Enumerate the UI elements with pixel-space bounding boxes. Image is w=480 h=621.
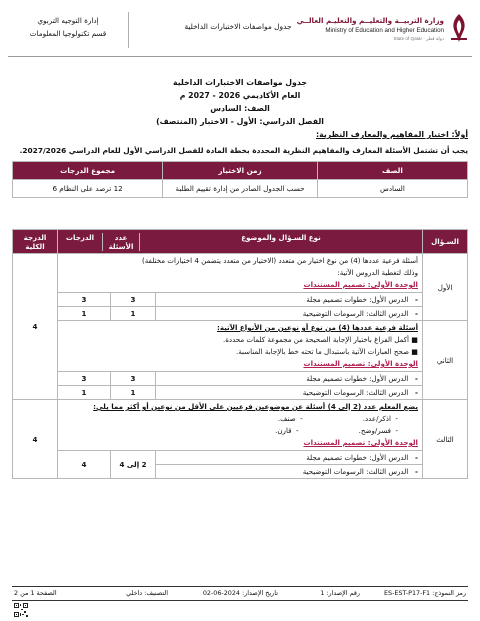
intro-text: يجب أن تشتمل الأسئلة المعارف والمفاهيم النظرية المحددة بخطة المادة للفصل الدراسي الأول للعام الدراسي 2027/2026. [19,146,468,155]
title-term: الفصل الدراسي: الأول - الاختبار (المنتصف) [156,117,324,126]
department-box [8,12,129,48]
summary-header-time: زمن الاختبار [163,162,318,180]
qr-code-icon [14,603,28,617]
title-academic-year: العام الأكاديمي 2026 - 2027 م [179,91,301,100]
q3-unit: الوحدة الأولى: تصميم المستندات [303,438,418,447]
question-body-3 [58,400,423,479]
question-body-1 [58,254,423,321]
header-type [58,230,423,254]
q2-lesson2: - الدرس الثالث: الرسومات التوضيحية [156,386,423,400]
summary-time: حسب الجدول الصادر من إدارة تقييم الطلبة [163,180,318,198]
q1-lessons [58,292,422,320]
footer-version: رقم الإصدار: 1 [320,589,360,597]
logo-text-english: Ministry of Education and Higher Education [325,27,444,34]
q1-lesson2-label: الدرس الثالث: الرسومات التوضيحية [302,308,409,318]
question-label-1: الأول [423,254,468,321]
q2-unit: الوحدة الأولى: تصميم المستندات [303,359,418,368]
table-row [58,451,422,465]
q1-lesson2: - الدرس الثالث: الرسومات التوضيحية [156,307,423,321]
q1-line2: وذلك لتغطية الدروس الآتية: [337,268,418,277]
q3-lessons [58,450,422,478]
q3-count: 2 إلى 4 [111,451,156,479]
questions-table [12,229,468,479]
summary-header-grade: الصف [317,162,467,180]
q2-line1: أسئلة فرعية عددها (4) من نوع أو نوعين من الأنواع الآتية: [217,323,418,332]
logo-text-arabic: وزارة التربيــة والتعليــم والتعليـم العالــي [296,16,444,25]
q3-lesson2-label: الدرس الثالث: الرسومات التوضيحية [302,466,409,476]
q1-lesson2-count: 1 [111,307,156,321]
summary-table [12,161,468,198]
q2-lesson2-label: الدرس الثالث: الرسومات التوضيحية [302,387,409,397]
header-question: السـؤال [423,230,468,254]
questions-header-row [13,230,468,254]
question-row-3 [13,400,468,479]
q2-bullet2: ■ صحح العبارات الآتية باستبدال ما تحته خط بالإجابة المناسبة. [235,347,418,356]
question-label-2: الثاني [423,321,468,400]
q3-lesson2: - الدرس الثالث: الرسومات التوضيحية [156,465,423,479]
q3-option3: - فسر/وضح. [358,426,398,435]
summary-total: 12 ترصد على النظام 6 [13,180,163,198]
q3-option2-text: صنف. [277,414,296,423]
title-grade: الصف: السادس [210,104,270,113]
footer-page-number: الصفحة 1 من 2 [14,589,57,597]
header-count: عدد الأسئلة [103,233,140,251]
q2-lesson2-marks: 1 [58,386,111,400]
ministry-logo [296,10,472,54]
page-footer [12,586,468,601]
q2-lessons [58,371,422,399]
q3-options-row1 [62,413,418,425]
q2-lesson1-marks: 3 [58,372,111,386]
q3-option4: - قارن. [275,426,299,435]
footer-form-code: رمز النموذج: ES-EST-P17-F1 [383,589,466,597]
q1-lesson1-marks: 3 [58,293,111,307]
q2-lesson1-label: الدرس الأول: خطوات تصميم مجلة [306,373,409,383]
footer-date: تاريخ الإصدار: 2024-06-02 [202,589,278,597]
question-label-3: الثالث [423,400,468,479]
q2-bullet1-text: أكمل الفراغ باختيار الإجابة الصحيحة من مجموعة كلمات محددة. [222,335,410,344]
table-row [58,307,422,321]
q1-lesson1-label: الدرس الأول: خطوات تصميم مجلة [306,294,409,304]
q1-description [58,254,422,292]
summary-header-row [13,162,468,180]
q3-marks: 4 [58,451,111,479]
q3-lesson1-label: الدرس الأول: خطوات تصميم مجلة [306,452,409,462]
total-q1-q2: 4 [13,254,58,400]
q1-unit: الوحدة الأولى: تصميم المستندات [303,280,418,289]
header-total: الدرجة الكلية [13,230,58,254]
q3-option1: - اذكر/عدد. [362,414,398,423]
total-q3: 4 [13,400,58,479]
table-row [58,293,422,307]
table-row [58,372,422,386]
section-heading: أولاً: اختبار المفاهيم والمعارف النظرية: [316,130,468,139]
ministry-emblem-icon [448,12,470,44]
header-type-label: نوع السـؤال والموضوع [241,232,321,242]
table-row [58,386,422,400]
q2-lesson1-count: 3 [111,372,156,386]
q2-description [58,321,422,371]
q1-line1: أسئلة فرعية عددها (4) من نوع اختيار من متعدد (الاختيار من متعدد يتضمن 4 اختيارات مختلفة) [141,256,418,265]
department-line1: إدارة التوجيه التربوي [37,16,99,25]
q3-option2: - صنف. [277,414,303,423]
header-marks: الدرجات [58,233,103,251]
q3-description [58,400,422,450]
q1-lesson1-count: 3 [111,293,156,307]
q2-bullet1: ■ أكمل الفراغ باختيار الإجابة الصحيحة من مجموعة كلمات محددة. [222,335,418,344]
q2-bullet2-text: صحح العبارات الآتية باستبدال ما تحته خط بالإجابة المناسبة. [235,347,410,356]
q2-lesson1: - الدرس الأول: خطوات تصميم مجلة [156,372,423,386]
q3-options-row2 [62,425,418,437]
question-row-2 [13,321,468,400]
summary-grade: السادس [317,180,467,198]
document-titles [0,76,480,128]
q1-lesson2-marks: 1 [58,307,111,321]
q3-line1: يضع المعلم عدد (2 إلى 4) أسئلة عن موضوعين فرعيين على الأقل من نوعين أو أكثر مما يلي: [93,402,418,411]
logo-text-state: State of Qatar · دولة قطر [393,36,444,41]
question-row-1 [13,254,468,321]
summary-header-total: مجموع الدرجات [13,162,163,180]
summary-value-row [13,180,468,198]
q1-lesson1: - الدرس الأول: خطوات تصميم مجلة [156,293,423,307]
page-header [8,6,472,57]
q3-lesson1: - الدرس الأول: خطوات تصميم مجلة [156,451,423,465]
q2-lesson2-count: 1 [111,386,156,400]
department-line2: قسم تكنولوجيا المعلومات [29,29,107,38]
title-line1: جدول مواصفات الاختبارات الداخلية [172,78,308,87]
q3-option3-text: فسر/وضح. [358,426,391,435]
q3-option4-text: قارن. [275,426,292,435]
header-title: جدول مواصفات الاختبارات الداخلية [184,22,292,31]
q3-option1-text: اذكر/عدد. [362,414,391,423]
question-body-2 [58,321,423,400]
footer-classification: التصنيف: داخلي [126,589,168,597]
